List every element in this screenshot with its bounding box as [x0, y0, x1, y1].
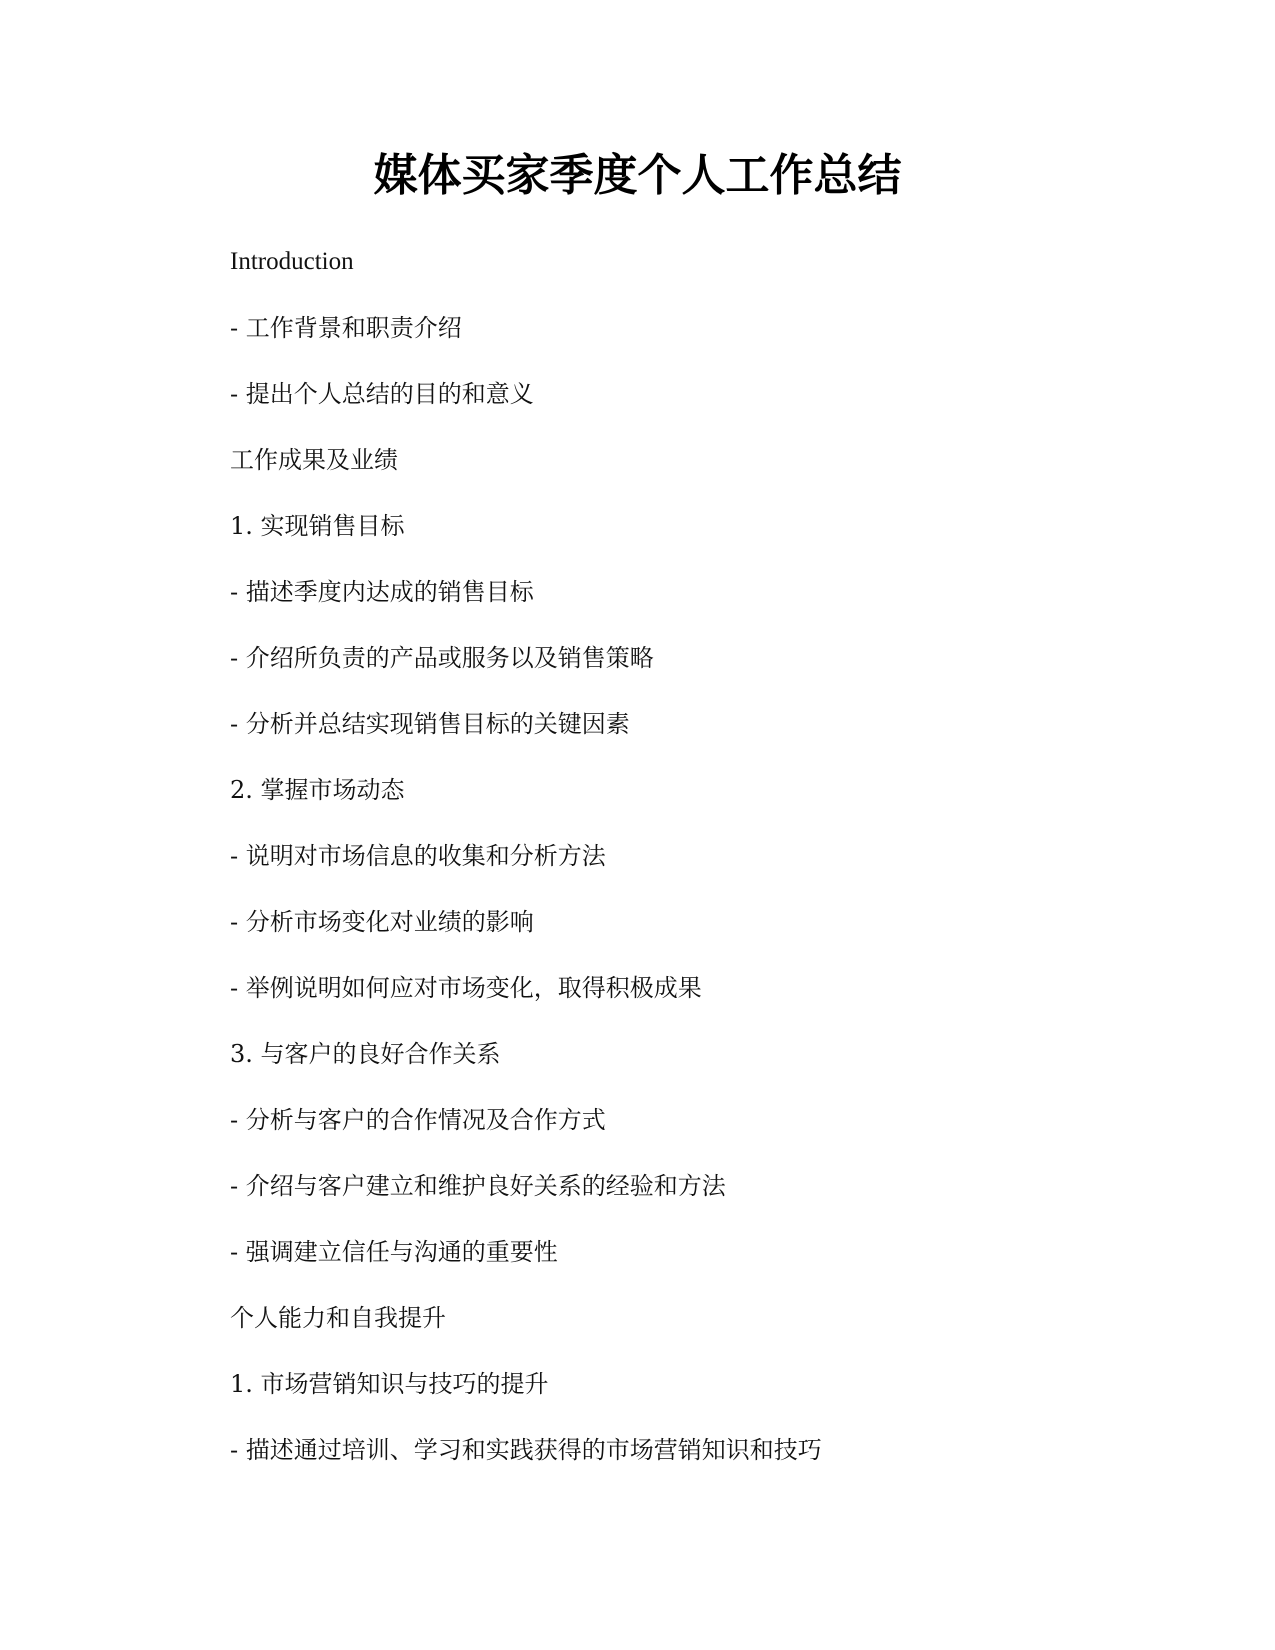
bullet-line: - 介绍与客户建立和维护良好关系的经验和方法 [230, 1172, 726, 1200]
bullet-line: - 提出个人总结的目的和意义 [230, 380, 534, 408]
bullet-line: - 分析与客户的合作情况及合作方式 [230, 1106, 606, 1134]
section-heading-introduction: Introduction [230, 248, 354, 275]
bullet-line: - 分析并总结实现销售目标的关键因素 [230, 710, 630, 738]
bullet-line: - 介绍所负责的产品或服务以及销售策略 [230, 644, 654, 672]
bullet-line: - 举例说明如何应对市场变化，取得积极成果 [230, 974, 702, 1002]
bullet-line: - 强调建立信任与沟通的重要性 [230, 1238, 558, 1266]
bullet-line: - 描述通过培训、学习和实践获得的市场营销知识和技巧 [230, 1436, 822, 1464]
bullet-line: - 分析市场变化对业绩的影响 [230, 908, 534, 936]
numbered-item: 1. 实现销售目标 [230, 512, 405, 540]
numbered-item: 3. 与客户的良好合作关系 [230, 1040, 501, 1068]
section-heading-self-improvement: 个人能力和自我提升 [230, 1304, 446, 1332]
numbered-item: 2. 掌握市场动态 [230, 776, 405, 804]
bullet-line: - 工作背景和职责介绍 [230, 314, 462, 342]
numbered-item: 1. 市场营销知识与技巧的提升 [230, 1370, 549, 1398]
bullet-line: - 描述季度内达成的销售目标 [230, 578, 534, 606]
document-body [230, 240, 1130, 1494]
page-title: 媒体买家季度个人工作总结 [373, 150, 902, 201]
bullet-line: - 说明对市场信息的收集和分析方法 [230, 842, 606, 870]
section-heading-achievements: 工作成果及业绩 [230, 446, 398, 474]
